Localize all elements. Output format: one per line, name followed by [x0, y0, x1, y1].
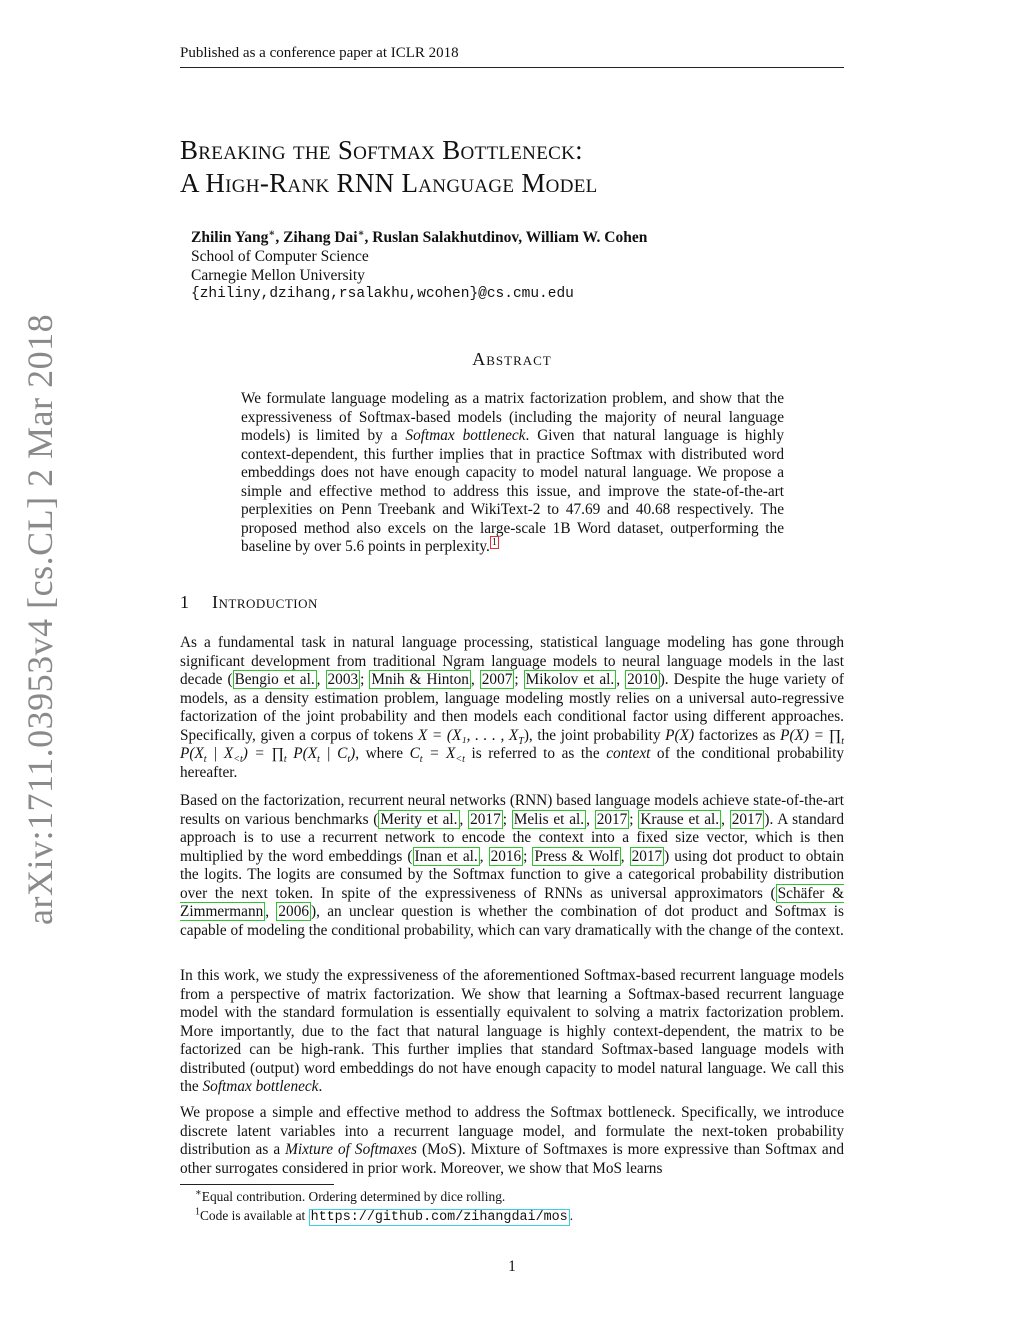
author-1: Zhilin Yang: [191, 229, 269, 246]
math-inline: X = (X₁, . . . , $X_T$: [417, 726, 524, 747]
author-block: [191, 228, 831, 304]
citation-link[interactable]: Melis et al.: [513, 810, 585, 828]
affiliation-university: Carnegie Mellon University: [191, 267, 365, 284]
math-inline: P(X): [665, 726, 695, 744]
footnote-code: $^1$Code is available at https://github.com/zihangdai/mos .: [195, 1206, 574, 1225]
section-heading-introduction: [180, 592, 844, 613]
code-repository-link[interactable]: https://github.com/zihangdai/mos: [310, 1209, 568, 1225]
author-names: Zhilin Yang∗, Zihang Dai∗, Ruslan Salakhutdinov, William W. Cohen: [191, 227, 648, 246]
citation-link[interactable]: 2017: [596, 810, 628, 828]
footnotes: [195, 1188, 835, 1227]
affiliation-school: School of Computer Science: [191, 248, 369, 265]
author-emails: {zhiliny,dzihang,rsalakhu,wcohen}@cs.cmu.edu: [191, 286, 574, 302]
mixture-of-softmaxes-term: Mixture of Softmaxes: [285, 1141, 417, 1158]
abstract-heading: Abstract: [472, 349, 552, 369]
softmax-bottleneck-term: Softmax bottleneck: [202, 1078, 319, 1095]
intro-paragraph-2: Based on the factorization, recurrent neural networks (RNN) based language models achieve state-of-the-art results on various benchmarks ( Merity et al. , 2017 ; Melis et al. , 2017 ; Krause et al. , 2017 ). A standard approach is to use a recurrent network to encode the context into a fixed size vector, which is then multiplied by the word embeddings ( Inan et al. , 2016 ; Press & Wolf , 2017 ) using dot product to obtain the logits. The logits are consumed by the Softmax function to give a categorical probability distribution over the next token. In spite of the expressiveness of RNNs as universal approximators ( Schäfer & Zimmermann , 2006 ), an unclear question is whether the combination of dot product and Softmax is capable of modeling the conditional probability, which can vary dramatically with the change of the context.: [180, 792, 845, 939]
citation-link[interactable]: 2017: [731, 810, 763, 828]
citation-link[interactable]: Schäfer & Zimmermann: [180, 884, 844, 920]
paper-title: [180, 134, 840, 200]
citation-link[interactable]: 2010: [627, 671, 658, 688]
math-inline: $P(X) = \prod_t$ $P(X_t$ | $X_{<t}$) = $\prod_t$ $P(X_t$ | $C_t$): [180, 726, 844, 766]
running-header: Published as a conference paper at ICLR 2018: [180, 44, 844, 68]
intro-paragraph-1: As a fundamental task in natural language processing, statistical language modeling has gone through significant development from traditional Ngram language models to neural language models in the last decade ( Bengio et al. , 2003 ; Mnih & Hinton , 2007 ; Mikolov et al. , 2010 ). Despite the huge variety of models, as a density estimation problem, language modeling mostly relies on a universal auto-regressive factorization of the joint probability and then models each conditional factor using different approaches. Specifically, given a corpus of tokens X = (X₁, . . . , $X_T$), the joint probability P(X) factorizes as $P(X) = \prod_t$ $P(X_t$ | $X_{<t}$) = $\prod_t$ $P(X_t$ | $C_t$), where $C_t = X_{<t}$ is referred to as the context of the conditional probability hereafter.: [180, 634, 845, 781]
page-number: 1: [508, 1258, 516, 1275]
author-3-4: Ruslan Salakhutdinov, William W. Cohen: [372, 229, 648, 246]
section-title: Introduction: [212, 592, 318, 612]
author-2: Zihang Dai: [283, 229, 358, 246]
citation-link[interactable]: 2006: [278, 903, 309, 920]
citation-link[interactable]: Mnih & Hinton: [371, 671, 469, 688]
equal-contribution-mark: ∗: [357, 227, 365, 239]
equal-contribution-mark: ∗: [268, 227, 276, 239]
footnote-divider: [180, 1184, 334, 1185]
citation-link[interactable]: Bengio et al.: [234, 671, 315, 688]
citation-link[interactable]: 2003: [327, 671, 359, 688]
title-line-1: Breaking the Softmax Bottleneck:: [180, 135, 583, 165]
citation-link[interactable]: 2016: [490, 847, 522, 865]
citation-link[interactable]: Mikolov et al.: [525, 671, 615, 688]
softmax-bottleneck-term: Softmax bottleneck: [405, 427, 526, 444]
footnote-link-1[interactable]: 1: [491, 536, 497, 548]
section-number: 1: [180, 592, 190, 612]
citation-link[interactable]: Press & Wolf: [534, 847, 619, 865]
citation-link[interactable]: 2017: [631, 847, 663, 865]
title-line-2: A High-Rank RNN Language Model: [180, 168, 598, 198]
citation-link[interactable]: 2007: [481, 671, 513, 688]
footnote-equal-contribution: ∗Equal contribution. Ordering determined by dice rolling.: [195, 1187, 506, 1204]
citation-link[interactable]: Inan et al.: [414, 847, 478, 865]
arxiv-identifier[interactable]: arXiv:1711.03953v4 [cs.CL] 2 Mar 2018: [20, 313, 60, 925]
citation-link[interactable]: Merity et al.: [380, 810, 458, 828]
context-term: context: [606, 745, 651, 762]
math-inline: $C_t = X_{<t}$: [409, 745, 465, 766]
citation-link[interactable]: 2017: [470, 810, 501, 828]
abstract-text: We formulate language modeling as a matrix factorization problem, and show that the expressiveness of Softmax-based models (including the majority of neural language models) is limited by a Softmax bottleneck. Given that natural language is highly context-dependent, this further implies that in practice Softmax with distributed word embeddings does not have enough capacity to model natural language. We propose a simple and effective method to address this issue, and improve the state-of-the-art perplexities on Penn Treebank and WikiText-2 to 47.69 and 40.68 respectively. The proposed method also excels on the large-scale 1B Word dataset, outperforming the baseline by over 5.6 points in perplexity. $^1$: [241, 390, 784, 555]
intro-paragraph-3: In this work, we study the expressiveness of the aforementioned Softmax-based recurrent language models from a perspective of matrix factorization. We show that learning a Softmax-based recurrent language model with the standard formulation is essentially equivalent to solving a matrix factorization problem. More importantly, due to the fact that natural language is highly context-dependent, the matrix to be factorized can be high-rank. This further implies that standard Softmax-based language models with distributed (output) word embeddings do not have enough capacity to model natural language. We call this the Softmax bottleneck.: [180, 967, 844, 1095]
intro-paragraph-4: We propose a simple and effective method to address the Softmax bottleneck. Specifically, we introduce discrete latent variables into a recurrent language model, and formulate the next-token probability distribution as a Mixture of Softmaxes (MoS). Mixture of Softmaxes is more expressive than Softmax and other surrogates considered in prior work. Moreover, we show that MoS learns: [180, 1104, 844, 1177]
citation-link[interactable]: Krause et al.: [640, 810, 720, 828]
